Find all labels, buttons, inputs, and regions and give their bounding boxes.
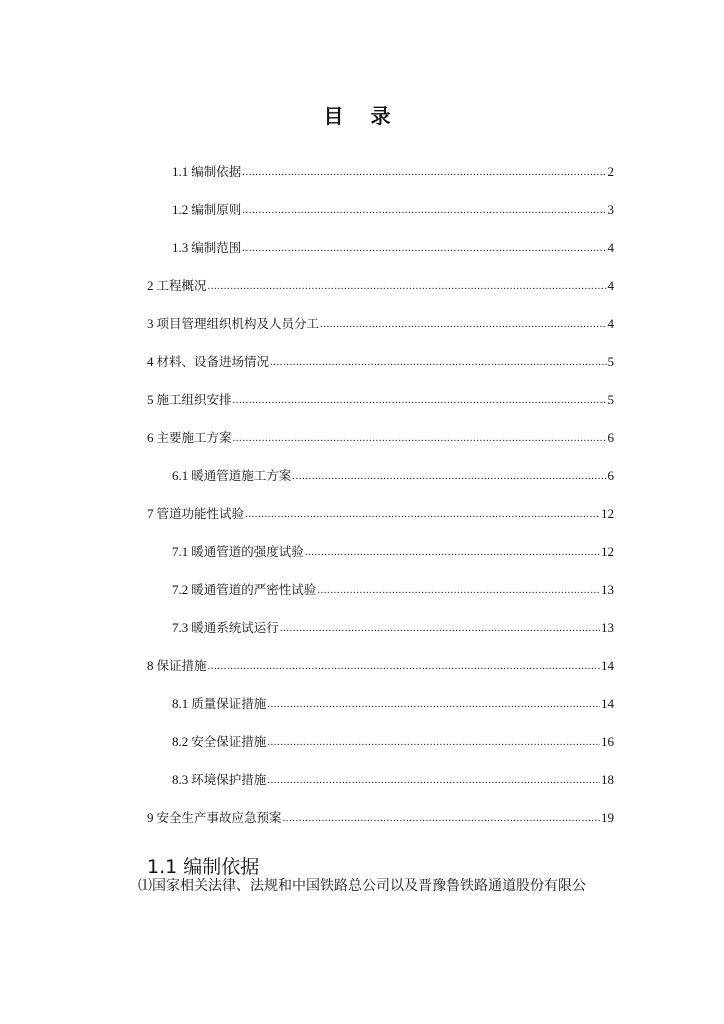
- toc-entry[interactable]: [172, 616, 614, 636]
- toc-dot-leader: [242, 240, 606, 256]
- toc-dot-leader: [305, 544, 600, 560]
- toc-entry-page: 5: [607, 392, 614, 407]
- toc-entry[interactable]: [172, 730, 614, 750]
- toc-entry-number: 1.2: [172, 202, 189, 217]
- toc-entry-number: 8.2: [172, 734, 189, 749]
- toc-entry-text: 编制原则: [191, 202, 242, 217]
- toc-entry-page: 4: [607, 278, 614, 293]
- toc-entry-page: 5: [607, 354, 614, 369]
- toc-entry-page: 4: [607, 240, 614, 255]
- toc-dot-leader: [292, 468, 606, 484]
- toc-dot-leader: [283, 810, 600, 826]
- toc-entry-number: 8: [147, 658, 154, 673]
- toc-entry[interactable]: [172, 160, 614, 180]
- toc-entry-number: 7.3: [172, 620, 189, 635]
- toc-entry-page: 12: [601, 544, 614, 559]
- toc-entry-number: 7.1: [172, 544, 189, 559]
- toc-entry-text: 暖通系统试运行: [191, 620, 279, 635]
- toc-dot-leader: [233, 392, 607, 408]
- toc-entry-page: 19: [601, 810, 614, 825]
- toc-dot-leader: [245, 506, 600, 522]
- toc-entry[interactable]: [147, 350, 614, 370]
- toc-entry-number: 6: [147, 430, 154, 445]
- toc-entry-text: 工程概况: [156, 278, 207, 293]
- toc-entry-text: 暖通管道的严密性试验: [191, 582, 317, 597]
- toc-entry-text: 材料、设备进场情况: [156, 354, 270, 369]
- toc-dot-leader: [208, 658, 600, 674]
- toc-entry-page: 6: [607, 430, 614, 445]
- toc-entry-page: 13: [601, 582, 614, 597]
- toc-entry-number: 3: [147, 316, 154, 331]
- toc-dot-leader: [242, 202, 606, 218]
- body-paragraph-line: ⑴国家相关法律、法规和中国铁路总公司以及晋豫鲁铁路通道股份有限公: [138, 878, 586, 894]
- toc-entry-text: 保证措施: [156, 658, 207, 673]
- toc-entry[interactable]: [172, 768, 614, 788]
- toc-entry[interactable]: [147, 502, 614, 522]
- toc-entry[interactable]: [172, 692, 614, 712]
- toc-entry-page: 18: [601, 772, 614, 787]
- toc-entry[interactable]: [147, 274, 614, 294]
- toc-entry-text: 质量保证措施: [191, 696, 267, 711]
- toc-entry[interactable]: [147, 312, 614, 332]
- toc-entry[interactable]: [172, 198, 614, 218]
- toc-entry[interactable]: [172, 236, 614, 256]
- toc-entry-number: 9: [147, 810, 154, 825]
- toc-entry-page: 3: [607, 202, 614, 217]
- toc-entry-page: 14: [601, 696, 614, 711]
- toc-entry-text: 管道功能性试验: [156, 506, 245, 521]
- toc-dot-leader: [208, 278, 607, 294]
- toc-dot-leader: [270, 354, 606, 370]
- toc-entry[interactable]: [147, 654, 614, 674]
- toc-entry-number: 6.1: [172, 468, 189, 483]
- toc-entry-number: 2: [147, 278, 154, 293]
- toc-entry-number: 1.1: [172, 164, 189, 179]
- toc-entry-number: 7: [147, 506, 154, 521]
- toc-entry-page: 14: [601, 658, 614, 673]
- toc-entry-page: 6: [607, 468, 614, 483]
- toc-entry-page: 12: [601, 506, 614, 521]
- toc-dot-leader: [267, 696, 600, 712]
- toc-entry-text: 项目管理组织机构及人员分工: [156, 316, 320, 331]
- toc-entry[interactable]: [172, 540, 614, 560]
- toc-entry-text: 主要施工方案: [156, 430, 232, 445]
- toc-entry-text: 暖通管道施工方案: [191, 468, 292, 483]
- toc-dot-leader: [280, 620, 600, 636]
- toc-entry-number: 1.3: [172, 240, 189, 255]
- toc-entry-page: 16: [601, 734, 614, 749]
- toc-entry-text: 环境保护措施: [191, 772, 267, 787]
- toc-title: 目 录: [323, 104, 401, 128]
- toc-entry-number: 8.1: [172, 696, 189, 711]
- toc-entry-number: 5: [147, 392, 154, 407]
- toc-entry-number: 8.3: [172, 772, 189, 787]
- toc-entry[interactable]: [147, 426, 614, 446]
- section-heading: 1.1 编制依据: [147, 855, 260, 878]
- toc-entry-number: 7.2: [172, 582, 189, 597]
- toc-dot-leader: [233, 430, 607, 446]
- toc-entry[interactable]: [147, 388, 614, 408]
- toc-entry[interactable]: [147, 806, 614, 826]
- toc-entry-page: 13: [601, 620, 614, 635]
- toc-entry-text: 施工组织安排: [156, 392, 232, 407]
- toc-dot-leader: [267, 734, 600, 750]
- toc-dot-leader: [317, 582, 600, 598]
- toc-entry-text: 安全生产事故应急预案: [156, 810, 282, 825]
- toc-entry[interactable]: [172, 578, 614, 598]
- toc-entry-page: 4: [607, 316, 614, 331]
- toc-entry-text: 安全保证措施: [191, 734, 267, 749]
- toc-dot-leader: [242, 164, 606, 180]
- toc-entry-text: 编制依据: [191, 164, 242, 179]
- toc-entry-number: 4: [147, 354, 154, 369]
- toc-entry-text: 编制范围: [191, 240, 242, 255]
- toc-dot-leader: [320, 316, 606, 332]
- toc-entry[interactable]: [172, 464, 614, 484]
- toc-entry-page: 2: [607, 164, 614, 179]
- toc-dot-leader: [267, 772, 600, 788]
- toc-entry-text: 暖通管道的强度试验: [191, 544, 304, 559]
